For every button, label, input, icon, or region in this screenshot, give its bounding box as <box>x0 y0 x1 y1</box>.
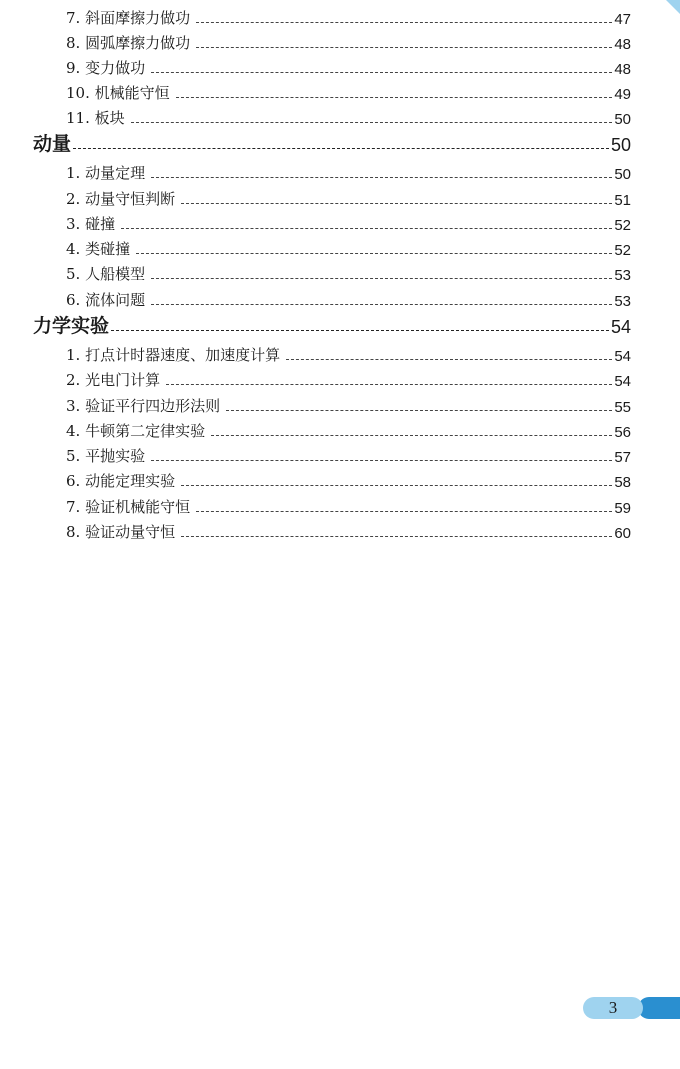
toc-entry-page: 54 <box>614 373 631 390</box>
toc-section-title: 动量 <box>33 133 72 155</box>
toc-entry-page: 53 <box>614 267 631 284</box>
toc-entry-page: 51 <box>614 192 631 209</box>
toc-entry[interactable] <box>66 443 631 468</box>
toc-entry[interactable] <box>66 105 631 130</box>
toc-entry-title: 5. 平抛实验 <box>66 447 146 465</box>
toc-entry[interactable] <box>66 367 631 392</box>
toc-entry-title: 6. 流体问题 <box>66 291 146 309</box>
dot-leader <box>131 122 613 123</box>
page-badge-accent <box>638 997 680 1019</box>
page-number-badge <box>583 997 643 1019</box>
dot-leader <box>151 304 612 305</box>
toc-entry-page: 53 <box>614 293 631 310</box>
dot-leader <box>151 278 612 279</box>
dot-leader <box>111 330 609 331</box>
toc-entry-page: 49 <box>614 86 631 103</box>
toc-entry-page: 47 <box>614 11 631 28</box>
toc-entry-title: 1. 动量定理 <box>66 164 146 182</box>
toc-entry[interactable] <box>66 261 631 286</box>
dot-leader <box>151 177 612 178</box>
toc-entry-page: 48 <box>614 36 631 53</box>
dot-leader <box>196 511 612 512</box>
toc-entry-title: 11. 板块 <box>66 109 125 127</box>
toc-entry-title: 4. 类碰撞 <box>66 240 131 258</box>
toc-entry-title: 5. 人船模型 <box>66 265 146 283</box>
toc-entry-page: 57 <box>614 449 631 466</box>
toc-entry[interactable] <box>66 418 631 443</box>
toc-entry-page: 52 <box>614 242 631 259</box>
toc-entry-page: 50 <box>614 166 631 183</box>
dot-leader <box>73 148 609 149</box>
toc-entry[interactable] <box>66 393 631 418</box>
toc-entry[interactable] <box>66 5 631 30</box>
toc-entry[interactable] <box>66 211 631 236</box>
toc-section-page: 50 <box>610 135 631 155</box>
toc-entry-page: 56 <box>614 424 631 441</box>
dot-leader <box>151 460 612 461</box>
dot-leader <box>286 359 612 360</box>
toc-entry[interactable] <box>66 55 631 80</box>
toc-entry[interactable] <box>66 494 631 519</box>
toc-entry-title: 2. 光电门计算 <box>66 371 161 389</box>
dot-leader <box>181 203 612 204</box>
toc-entry-title: 10. 机械能守恒 <box>66 84 170 102</box>
dot-leader <box>226 410 612 411</box>
toc-entry-title: 7. 斜面摩擦力做功 <box>66 9 191 27</box>
toc-entry-page: 48 <box>614 61 631 78</box>
dot-leader <box>211 435 612 436</box>
toc-entry[interactable] <box>66 519 631 544</box>
toc-entry-page: 50 <box>614 111 631 128</box>
toc-entry-title: 3. 验证平行四边形法则 <box>66 397 221 415</box>
toc-section-page: 54 <box>610 317 631 337</box>
toc-section-title: 力学实验 <box>33 315 110 337</box>
dot-leader <box>181 485 612 486</box>
toc-entry-page: 58 <box>614 474 631 491</box>
dot-leader <box>181 536 612 537</box>
toc-entry-page: 52 <box>614 217 631 234</box>
dot-leader <box>121 228 612 229</box>
toc-entry-title: 7. 验证机械能守恒 <box>66 498 191 516</box>
toc-entry-title: 2. 动量守恒判断 <box>66 190 176 208</box>
toc-entry-title: 1. 打点计时器速度、加速度计算 <box>66 346 281 364</box>
toc-entry-page: 60 <box>614 525 631 542</box>
toc-entry[interactable] <box>66 468 631 493</box>
dot-leader <box>166 384 612 385</box>
toc-entry-page: 55 <box>614 399 631 416</box>
toc-entry-title: 3. 碰撞 <box>66 215 116 233</box>
dot-leader <box>151 72 612 73</box>
toc-entry-title: 9. 变力做功 <box>66 59 146 77</box>
toc-entry-title: 8. 圆弧摩擦力做功 <box>66 34 191 52</box>
toc-entry-page: 54 <box>614 348 631 365</box>
toc-section[interactable] <box>33 130 631 158</box>
toc-entry-title: 4. 牛顿第二定律实验 <box>66 422 206 440</box>
toc-entry-title: 6. 动能定理实验 <box>66 472 176 490</box>
toc-entry[interactable] <box>66 186 631 211</box>
page-number: 3 <box>608 998 618 1017</box>
toc-section[interactable] <box>33 312 631 340</box>
dot-leader <box>136 253 612 254</box>
dot-leader <box>196 47 612 48</box>
toc-entry[interactable] <box>66 342 631 367</box>
toc-entry[interactable] <box>66 287 631 312</box>
corner-decoration <box>666 0 680 14</box>
toc-entry-title: 8. 验证动量守恒 <box>66 523 176 541</box>
toc-entry[interactable] <box>66 80 631 105</box>
toc-entry[interactable] <box>66 30 631 55</box>
dot-leader <box>196 22 612 23</box>
toc-entry[interactable] <box>66 160 631 185</box>
toc-entry[interactable] <box>66 236 631 261</box>
dot-leader <box>176 97 613 98</box>
toc-entry-page: 59 <box>614 500 631 517</box>
